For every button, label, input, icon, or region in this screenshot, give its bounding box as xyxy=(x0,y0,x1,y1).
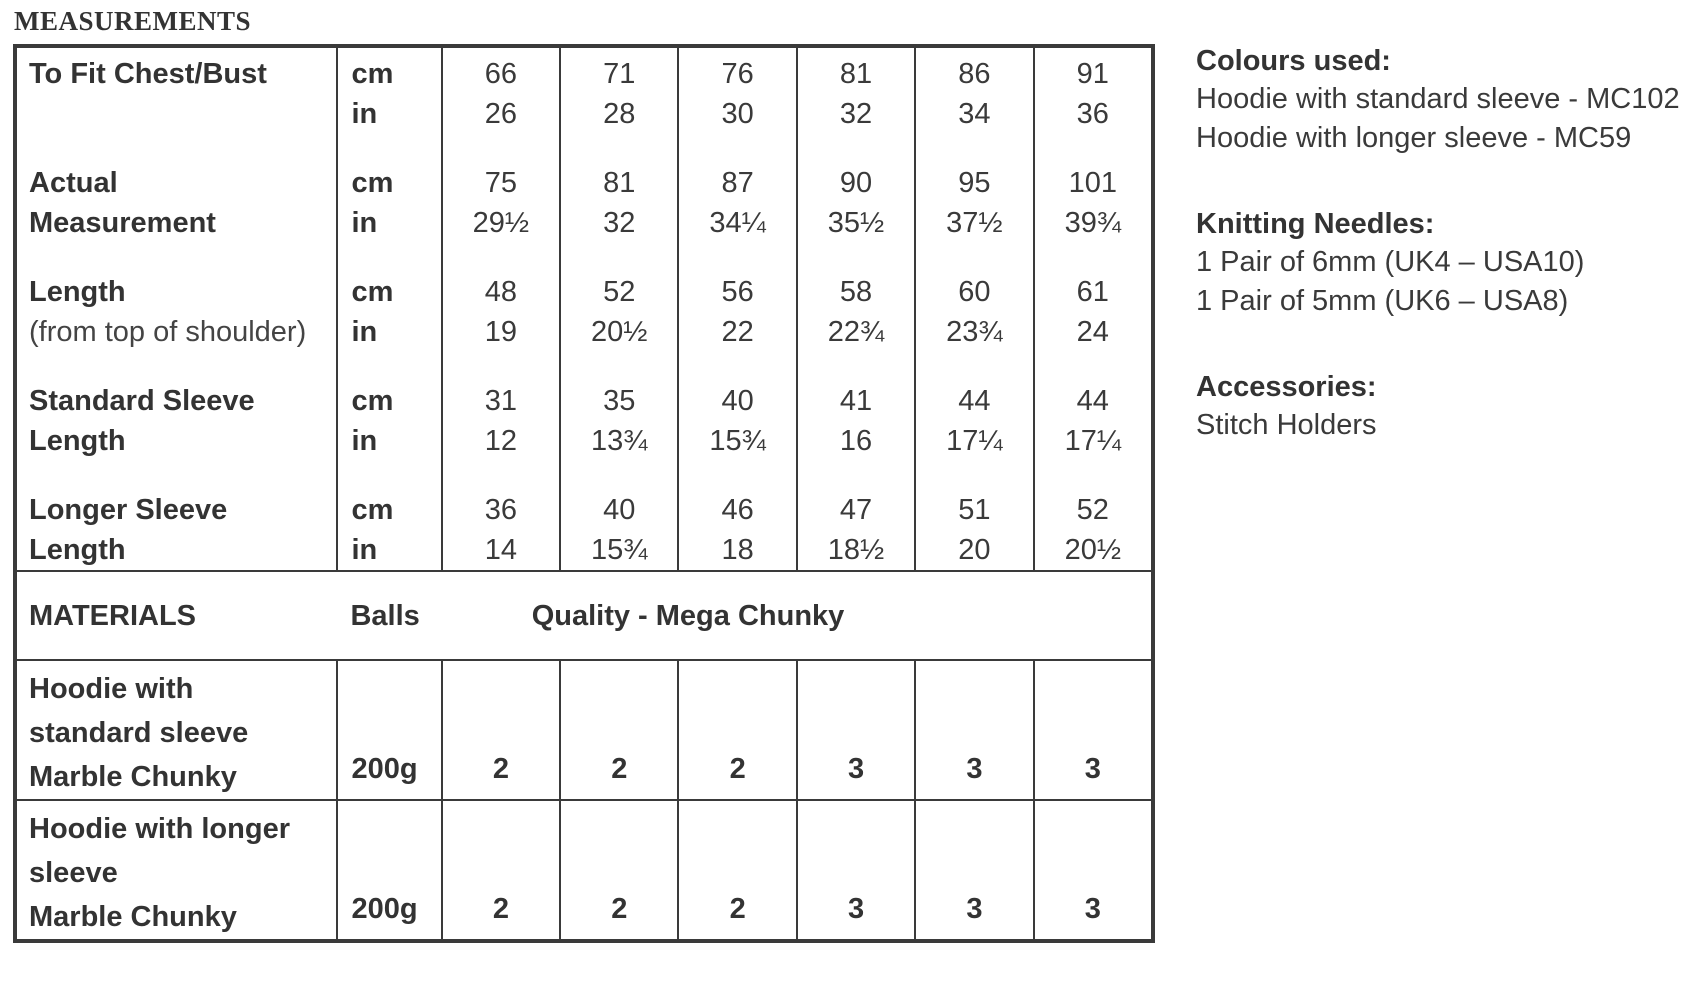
value-in: 15¾ xyxy=(591,534,648,566)
value-cm: 31 xyxy=(484,385,518,417)
value-cm: 40 xyxy=(721,385,754,417)
ball-count: 3 xyxy=(915,660,1033,800)
value-in: 24 xyxy=(1076,316,1109,348)
label-standard-sleeve-2: Length xyxy=(29,425,126,457)
value-cm: 76 xyxy=(721,58,754,90)
value-in: 35½ xyxy=(827,207,885,239)
value-in: 23¾ xyxy=(946,316,1003,348)
value-in: 26 xyxy=(484,98,518,130)
value-in: 19 xyxy=(484,316,518,348)
unit-in: in xyxy=(351,98,378,130)
value-cm: 81 xyxy=(839,58,873,90)
ball-count: 2 xyxy=(560,800,678,940)
yarn-label-line: standard sleeve xyxy=(29,717,249,749)
value-in: 20½ xyxy=(591,316,648,348)
value-in: 14 xyxy=(484,534,518,566)
value-cm: 41 xyxy=(839,385,873,417)
value-cm: 90 xyxy=(839,167,873,199)
needles-section xyxy=(1196,205,1696,321)
value-cm: 61 xyxy=(1076,276,1109,308)
materials-label: MATERIALS xyxy=(16,571,337,660)
value-cm: 87 xyxy=(721,167,754,199)
value-cm: 44 xyxy=(958,385,991,417)
value-in: 13¾ xyxy=(591,425,648,457)
needle-line: 1 Pair of 5mm (UK6 – USA8) xyxy=(1196,285,1569,317)
colour-line: Hoodie with standard sleeve - MC102 xyxy=(1196,83,1680,115)
ball-count: 3 xyxy=(797,800,915,940)
value-in: 39¾ xyxy=(1064,207,1122,239)
yarn-label-line: Hoodie with xyxy=(29,673,194,705)
value-cm: 71 xyxy=(603,58,636,90)
accessory-line: Stitch Holders xyxy=(1196,409,1377,441)
yarn-row-standard xyxy=(16,660,1152,800)
measurements-block xyxy=(16,47,1152,571)
label-actual-1: Actual xyxy=(29,167,118,199)
label-length-1: Length xyxy=(29,276,126,308)
size-column xyxy=(678,47,796,571)
ball-count: 3 xyxy=(1034,800,1152,940)
size-column xyxy=(442,47,560,571)
ball-count: 2 xyxy=(678,800,796,940)
ball-count: 2 xyxy=(442,800,560,940)
value-in: 16 xyxy=(839,425,873,457)
value-in: 18 xyxy=(721,534,754,566)
ball-count: 3 xyxy=(915,800,1033,940)
unit-cm: cm xyxy=(351,494,394,526)
unit-in: in xyxy=(351,425,378,457)
colour-line: Hoodie with longer sleeve - MC59 xyxy=(1196,122,1632,154)
value-cm: 36 xyxy=(484,494,518,526)
materials-header-row xyxy=(16,571,1152,660)
value-in: 18½ xyxy=(827,534,885,566)
colours-title: Colours used: xyxy=(1196,45,1391,77)
unit-cm: cm xyxy=(351,167,394,199)
quality-label: Quality - Mega Chunky xyxy=(531,599,845,632)
value-in: 15¾ xyxy=(709,425,766,457)
label-standard-sleeve-1: Standard Sleeve xyxy=(29,385,255,417)
value-in: 32 xyxy=(839,98,873,130)
value-in: 17¼ xyxy=(1064,425,1122,457)
value-in: 28 xyxy=(603,98,636,130)
value-in: 30 xyxy=(721,98,754,130)
yarn-label-line: Hoodie with longer xyxy=(29,813,290,845)
unit-cm: cm xyxy=(351,385,394,417)
value-cm: 47 xyxy=(839,494,873,526)
value-in: 22¾ xyxy=(827,316,885,348)
label-actual-2: Measurement xyxy=(29,207,216,239)
accessories-title: Accessories: xyxy=(1196,371,1377,403)
value-cm: 48 xyxy=(484,276,518,308)
ball-count: 3 xyxy=(1034,660,1152,800)
size-column xyxy=(797,47,915,571)
value-in: 12 xyxy=(484,425,518,457)
unit-in: in xyxy=(351,534,378,566)
label-longer-sleeve-1: Longer Sleeve xyxy=(29,494,228,526)
value-in: 22 xyxy=(721,316,754,348)
value-cm: 56 xyxy=(721,276,754,308)
colours-section xyxy=(1196,42,1696,158)
ball-count: 2 xyxy=(560,660,678,800)
value-in: 32 xyxy=(603,207,636,239)
unit-in: in xyxy=(351,207,378,239)
yarn-row-longer xyxy=(16,800,1152,940)
balls-label: Balls xyxy=(337,571,441,660)
ball-count: 2 xyxy=(678,660,796,800)
value-cm: 81 xyxy=(603,167,636,199)
ball-count: 2 xyxy=(442,660,560,800)
yarn-label-line: Marble Chunky xyxy=(29,901,237,933)
ball-count: 3 xyxy=(797,660,915,800)
value-in: 20 xyxy=(958,534,991,566)
label-chest: To Fit Chest/Bust xyxy=(29,58,267,90)
value-in: 20½ xyxy=(1064,534,1122,566)
unit-cm: cm xyxy=(351,58,394,90)
side-notes xyxy=(1196,42,1696,492)
yarn-label-line: Marble Chunky xyxy=(29,761,237,793)
value-in: 34 xyxy=(958,98,991,130)
value-in: 17¼ xyxy=(946,425,1003,457)
yarn-label-standard xyxy=(16,660,337,800)
value-cm: 40 xyxy=(603,494,636,526)
value-in: 34¼ xyxy=(709,207,766,239)
measurements-table xyxy=(15,46,1153,941)
value-cm: 60 xyxy=(958,276,991,308)
value-cm: 101 xyxy=(1068,167,1117,199)
value-cm: 35 xyxy=(603,385,636,417)
yarn-label-longer xyxy=(16,800,337,940)
yarn-label-line: sleeve xyxy=(29,857,118,889)
value-cm: 51 xyxy=(958,494,991,526)
value-cm: 58 xyxy=(839,276,873,308)
size-column xyxy=(1034,47,1152,571)
value-cm: 52 xyxy=(1076,494,1109,526)
units-column xyxy=(337,47,441,571)
size-column xyxy=(560,47,678,571)
accessories-section xyxy=(1196,368,1696,445)
value-cm: 52 xyxy=(603,276,636,308)
label-length-2: (from top of shoulder) xyxy=(29,316,307,348)
quality-cell xyxy=(442,571,1152,660)
label-longer-sleeve-2: Length xyxy=(29,534,126,566)
needle-line: 1 Pair of 6mm (UK4 – USA10) xyxy=(1196,246,1585,278)
value-in: 37½ xyxy=(946,207,1003,239)
value-cm: 44 xyxy=(1076,385,1109,417)
size-column xyxy=(915,47,1033,571)
yarn-weight: 200g xyxy=(337,660,441,800)
needles-title: Knitting Needles: xyxy=(1196,208,1435,240)
value-cm: 91 xyxy=(1076,58,1109,90)
value-cm: 86 xyxy=(958,58,991,90)
value-cm: 75 xyxy=(484,167,518,199)
value-cm: 95 xyxy=(958,167,991,199)
value-in: 29½ xyxy=(472,207,530,239)
unit-cm: cm xyxy=(351,276,394,308)
measurement-labels-column xyxy=(16,47,337,571)
value-cm: 66 xyxy=(484,58,518,90)
value-in: 36 xyxy=(1076,98,1109,130)
unit-in: in xyxy=(351,316,378,348)
value-cm: 46 xyxy=(721,494,754,526)
yarn-weight: 200g xyxy=(337,800,441,940)
page-title: MEASUREMENTS xyxy=(14,6,252,36)
